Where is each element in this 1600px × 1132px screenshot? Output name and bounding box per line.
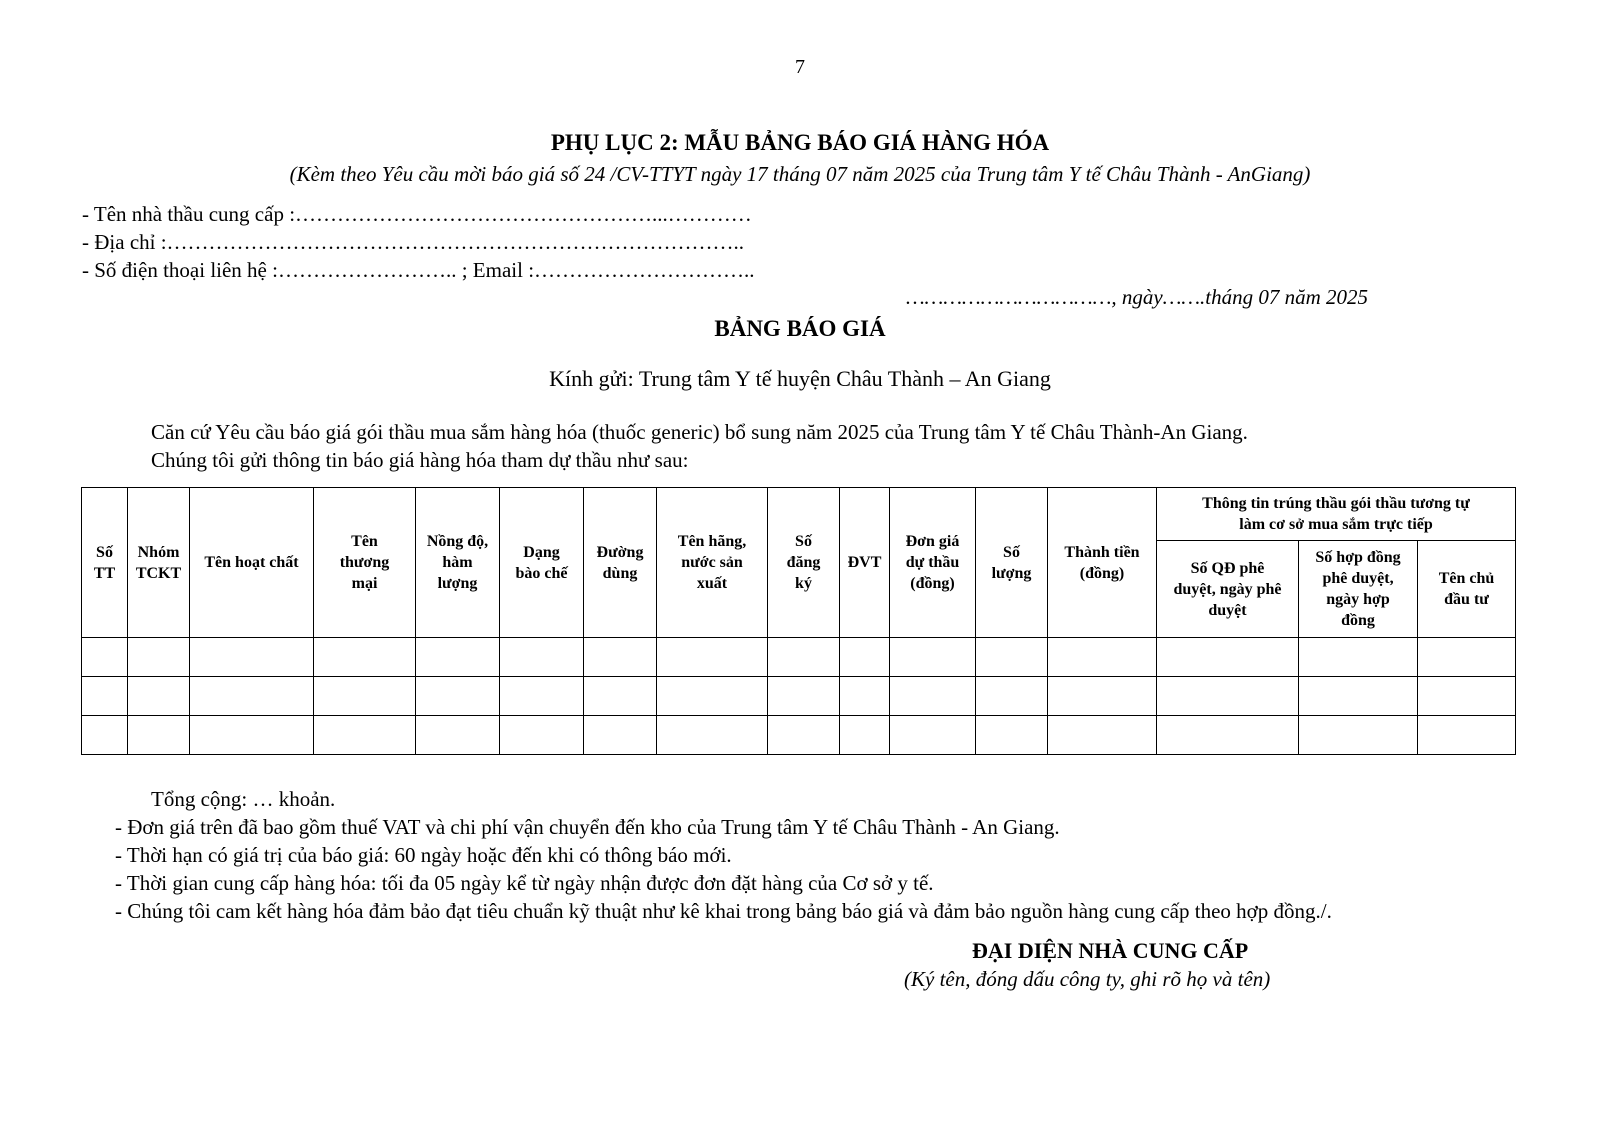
intro-line: Chúng tôi gửi thông tin báo giá hàng hóa tham dự thầu như sau: [151, 448, 689, 472]
col-header-concentration: Nồng độ, hàm lượng [416, 488, 500, 638]
col-header-trade-name: Tên thương mại [314, 488, 416, 638]
col-header-contract: Số hợp đồng phê duyệt, ngày hợp đồng [1299, 541, 1418, 638]
supplier-contact-line: - Số điện thoại liên hệ :…………………….. ; Email :………………………….. [82, 258, 755, 282]
col-header-decision: Số QĐ phê duyệt, ngày phê duyệt [1157, 541, 1299, 638]
col-header-active-ingredient: Tên hoạt chất [190, 488, 314, 638]
signature-title: ĐẠI DIỆN NHÀ CUNG CẤP [972, 938, 1249, 963]
note-line: - Thời gian cung cấp hàng hóa: tối đa 05 ngày kể từ ngày nhận được đơn đặt hàng của Cơ sở y tế. [115, 871, 934, 895]
note-line: - Đơn giá trên đã bao gồm thuế VAT và chi phí vận chuyển đến kho của Trung tâm Y tế Châu Thành - An Giang. [115, 815, 1060, 839]
col-header-route: Đường dùng [584, 488, 657, 638]
col-header-manufacturer: Tên hãng, nước sản xuất [657, 488, 768, 638]
col-header-investor: Tên chủ đầu tư [1418, 541, 1516, 638]
col-header-group-winning-info: Thông tin trúng thầu gói thầu tương tự làm cơ sở mua sắm trực tiếp [1157, 488, 1516, 541]
intro-line: Căn cứ Yêu cầu báo giá gói thầu mua sắm hàng hóa (thuốc generic) bổ sung năm 2025 của Trung tâm Y tế Châu Thành-An Giang. [151, 420, 1248, 444]
col-header-unit: ĐVT [840, 488, 890, 638]
page-number: 7 [795, 56, 805, 78]
total-line: Tổng cộng: … khoản. [151, 787, 336, 811]
col-header-stt: Số TT [82, 488, 128, 638]
table-row [82, 677, 1516, 716]
col-header-amount: Thành tiền (đồng) [1048, 488, 1157, 638]
table-row [82, 716, 1516, 755]
document-subtitle: (Kèm theo Yêu cầu mời báo giá số 24 /CV-TTYT ngày 17 tháng 07 năm 2025 của Trung tâm Y tế Châu Thành - AnGiang) [289, 162, 1311, 186]
recipient-line: Kính gửi: Trung tâm Y tế huyện Châu Thành – An Giang [549, 366, 1051, 391]
document-title: PHỤ LỤC 2: MẪU BẢNG BÁO GIÁ HÀNG HÓA [550, 130, 1050, 155]
col-header-group: Nhóm TCKT [128, 488, 190, 638]
table-row [82, 638, 1516, 677]
signature-note: (Ký tên, đóng dấu công ty, ghi rõ họ và tên) [904, 967, 1271, 991]
note-line: - Thời hạn có giá trị của báo giá: 60 ngày hoặc đến khi có thông báo mới. [115, 843, 732, 867]
quote-table [81, 487, 1516, 755]
supplier-name-line: - Tên nhà thầu cung cấp :……………………………………………...………… [82, 202, 752, 226]
col-header-unit-price: Đơn giá dự thầu (đồng) [890, 488, 976, 638]
col-header-quantity: Số lượng [976, 488, 1048, 638]
supplier-address-line: - Địa chỉ :……………………………………………………………………….. [82, 230, 745, 254]
col-header-dosage-form: Dạng bào chế [500, 488, 584, 638]
date-line: ……………………………, ngày…….tháng 07 năm 2025 [906, 285, 1369, 309]
quote-table-title: BẢNG BÁO GIÁ [714, 316, 886, 341]
note-line: - Chúng tôi cam kết hàng hóa đảm bảo đạt tiêu chuẩn kỹ thuật như kê khai trong bảng báo giá và đảm bảo nguồn hàng cung cấp theo hợp đồng./. [115, 899, 1332, 923]
col-header-registration: Số đăng ký [768, 488, 840, 638]
